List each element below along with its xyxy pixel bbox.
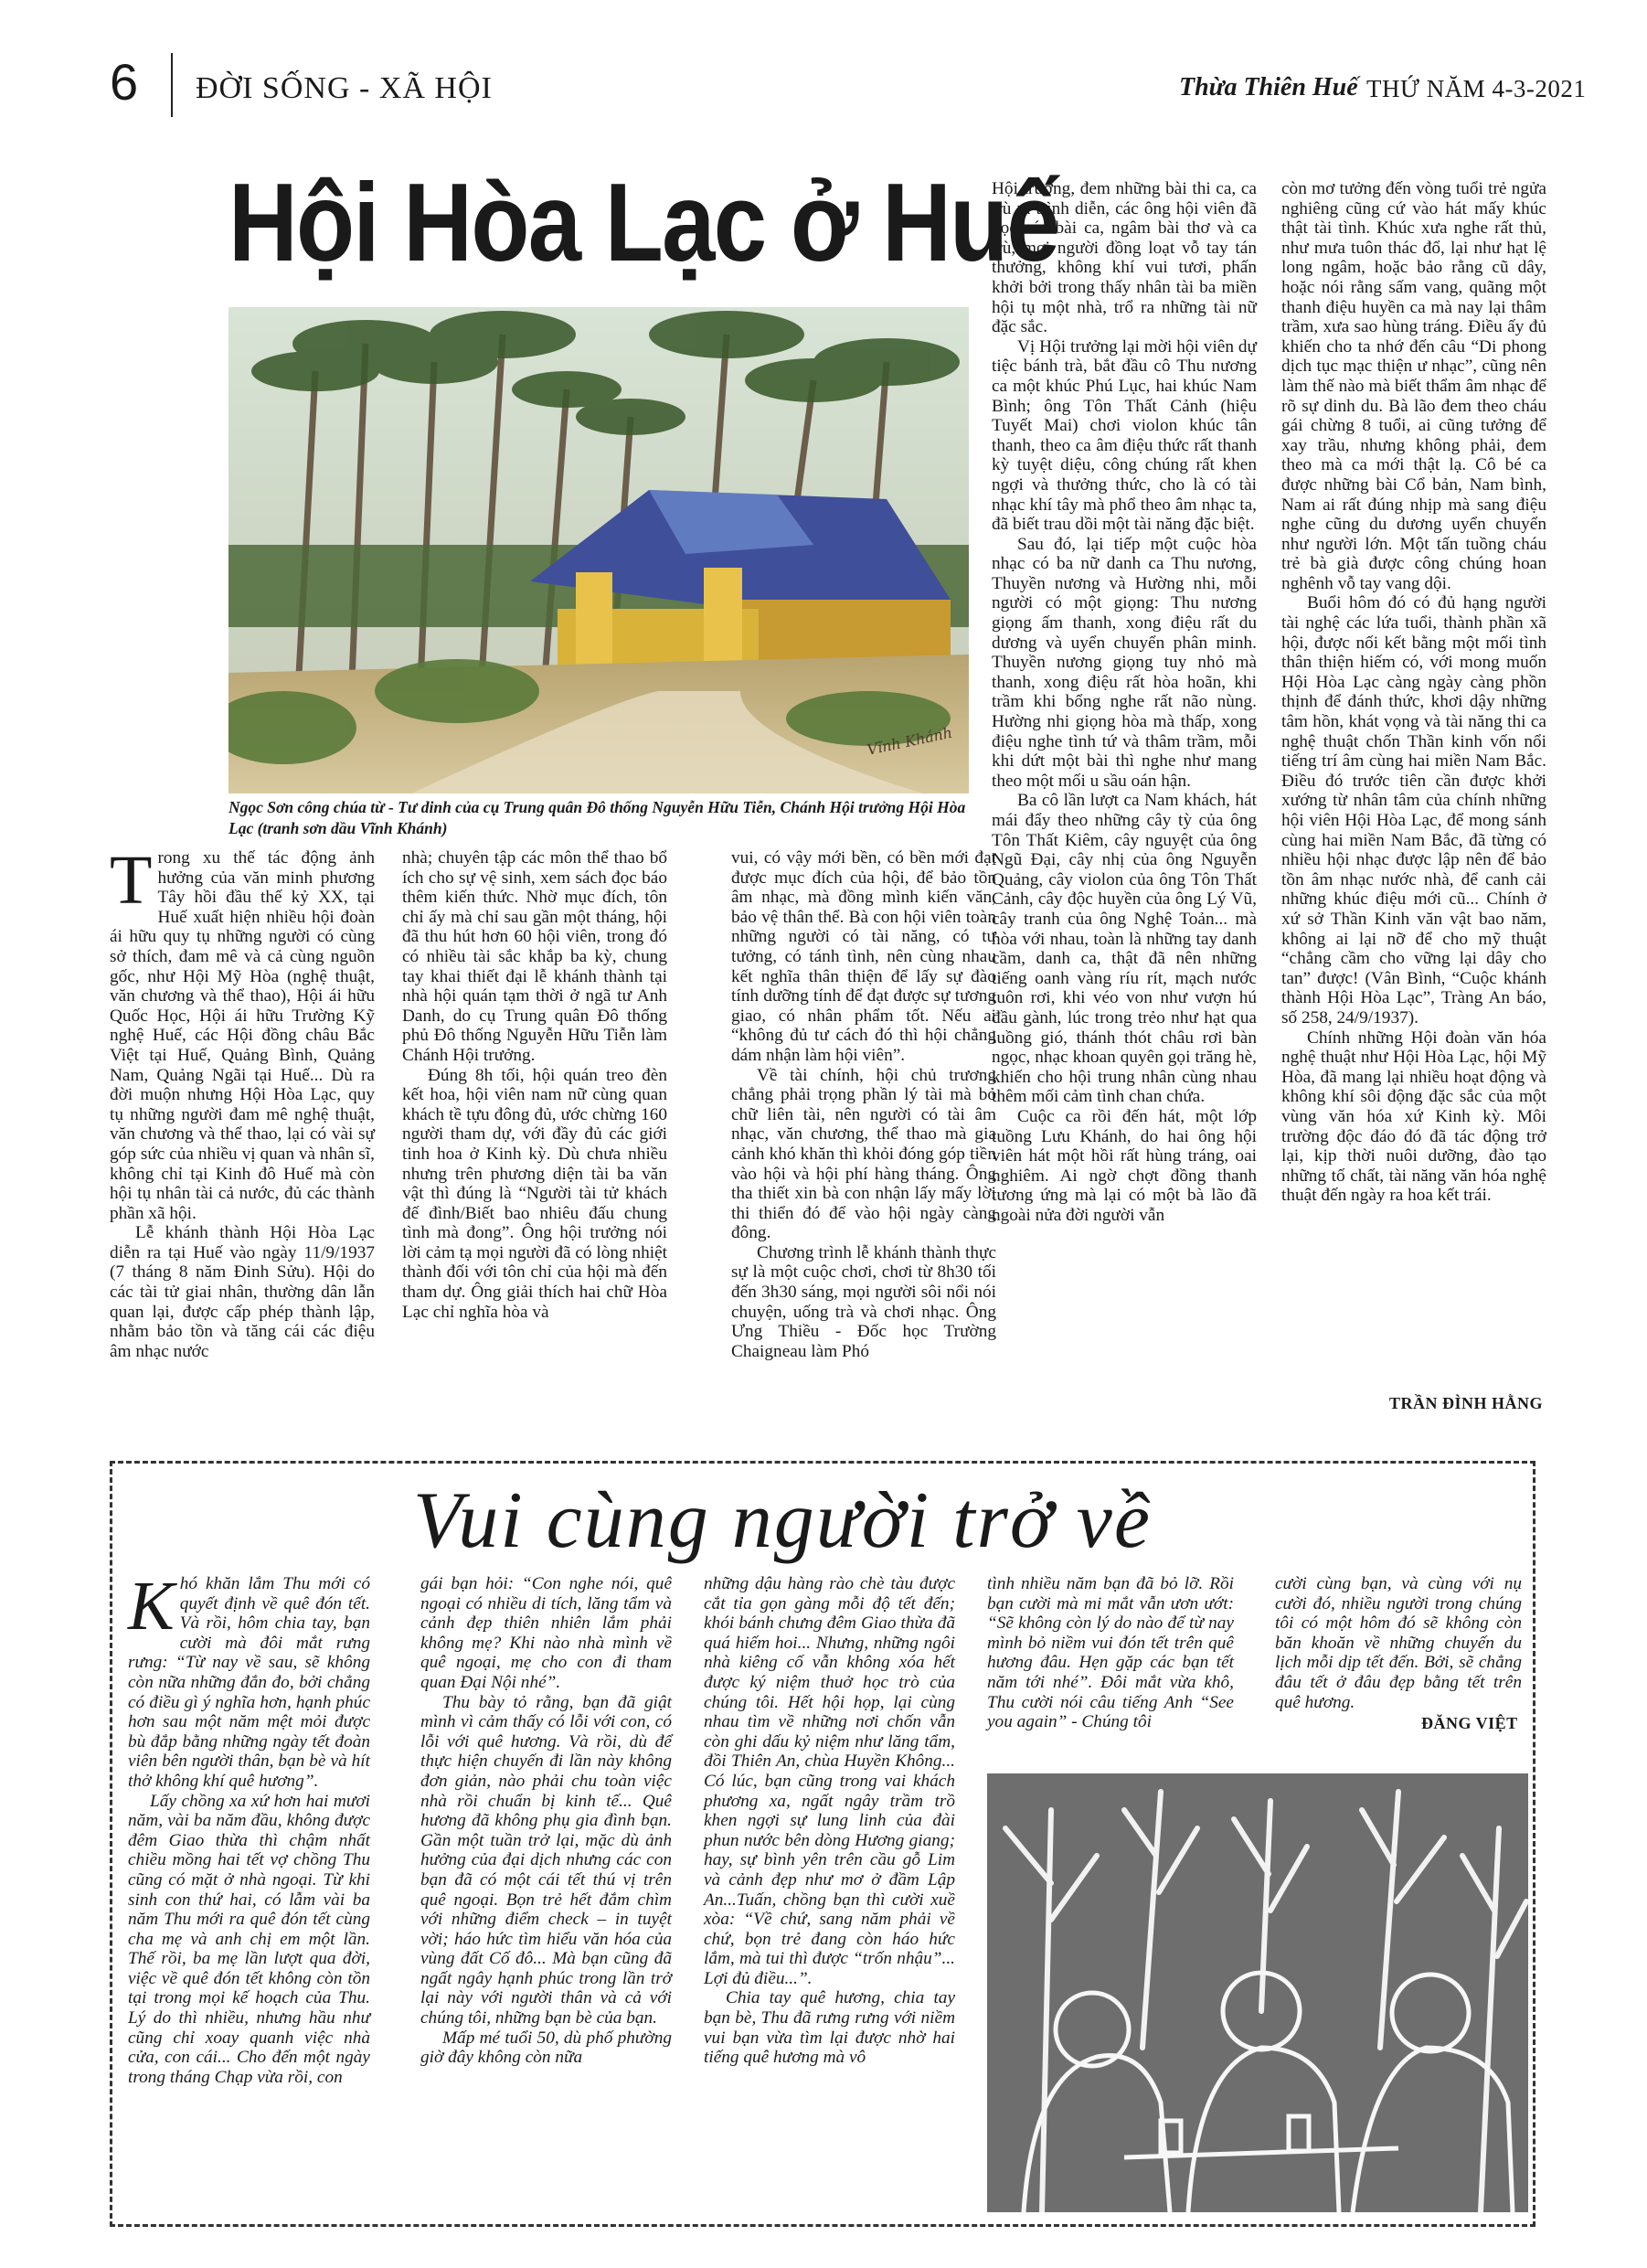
article-paragraph: Chính những Hội đoàn văn hóa nghệ thuật như Hội Hòa Lạc, hội Mỹ Hòa, đã mang lại nhiều hoạt động và không khí sôi động đặc sắc của một vùng văn hóa xứ Kinh kỳ. Môi trường độc đáo đó đã tác động trở lại, kịp thời nuôi dưỡng, đào tạo những tố chất, tài năng văn hóa nghệ thuật đến ngày ra hoa kết trái. xyxy=(1281,1028,1546,1206)
story-author: ĐĂNG VIỆT xyxy=(1421,1714,1518,1732)
article-paragraph: Sau đó, lại tiếp một cuộc hòa nhạc có ba nữ danh ca Thu nương, Thuyền nương và Hường nhi, mỗi người có một giọng: Thu nương giọng ấm thanh, xong điệu rất du dương và uyển chuyển phân minh. Thuyền nương giọng tuy nhỏ mà thanh, xong điệu rất hòa hoãn, khi trầm khi bổng nghe rất não nùng. Hường nhi giọng hòa mà thấp, xong điệu nghe tình tứ và thâm trầm, mỗi khi dứt một bài thì nghe như mang theo một mối u sầu oán hận. xyxy=(992,534,1257,791)
article-paragraph: còn mơ tưởng đến vòng tuổi trẻ ngửa nghiêng cũng cứ vào hát mấy khúc thật tài tình. Khúc xưa nghe rất thủ, như mưa tuôn thác đổ, lại như hạt lệ long ngâm, hoặc bảo rằng cũ dây, hoặc nói rằng sấm vang, quãng một thanh điệu huyền ca mà nay lại thâm trầm, xưa sao hùng tráng. Điều ấy đủ khiến cho ta nhớ đến câu “Di phong dịch tục mạc thiện ư nhạc”, cũng nên làm thế nào mà biết thẩm âm nhạc để rõ sự dinh du. Bà lão đem theo cháu gái chừng 8 tuổi, ai cũng tưởng để xay trầu, nhưng không phải, đem theo mà ca mới thật lạ. Cô bé ca được những bài Cổ bản, Nam bình, Nam ai rất đúng nhịp mà sang điệu nghe cũng du dương uyển chuyển như người lớn. Một tấn tuồng cháu trẻ bà già được công chúng hoan nghênh vỗ tay vang dội. xyxy=(1281,179,1546,593)
story-paragraph: Lấy chồng xa xứ hơn hai mươi năm, vài ba năm đầu, không được đêm Giao thừa thì chậm nhất chiều mồng hai tết vợ chồng Thu cũng có mặt ở nhà ngoại. Từ khi sinh con thứ hai, có lẫm vài ba năm Thu mới ra quê đón tết cùng cha mẹ và anh chị em một lần. Thế rồi, ba mẹ lần lượt qua đời, việc về quê đón tết không còn tồn tại trong mọi kế hoạch của Thu. Lý do thì nhiều, nhưng hầu như cũng chỉ xoay quanh việc nhà cửa, con cái... Cho đến một ngày trong tháng Chạp vừa rồi, con xyxy=(128,1791,370,2087)
section-title: ĐỜI SỐNG - XÃ HỘI xyxy=(196,71,493,105)
article-column-1 xyxy=(110,842,375,1361)
story-column-5 xyxy=(1275,1574,1522,1712)
story-paragraph: gái bạn hỏi: “Con nghe nói, quê ngoại có nhiều di tích, lăng tẩm và cảnh đẹp thiên nhiên lắm phải không mẹ? Khi nào nhà mình về quê ngoại, mẹ cho con đi tham quan Đại Nội nhé”. xyxy=(420,1574,672,1692)
header-divider xyxy=(171,53,173,117)
article-paragraph: Cuộc ca rồi đến hát, một lớp tuồng Lưu Khánh, do hai ông hội viên hát một hồi rất hùng tráng, oai nghiêm. Ai ngờ chợt đồng thanh tương ứng mà lại có một bà lão đã ngoài nửa đời người vẫn xyxy=(992,1106,1257,1225)
story-drop-cap: K xyxy=(128,1568,175,1645)
story-paragraph: Mấp mé tuổi 50, dù phố phường giờ đây không còn nữa xyxy=(420,2028,672,2068)
sketch-illustration xyxy=(987,1773,1528,2212)
image-caption: Ngọc Sơn công chúa từ - Tư dinh của cụ Trung quân Đô thống Nguyễn Hữu Tiễn, Chánh Hội trưởng Hội Hòa Lạc (tranh sơn dầu Vĩnh Khánh) xyxy=(228,798,966,837)
article-column-3 xyxy=(731,848,996,1361)
article-paragraph: Đúng 8h tối, hội quán treo đèn kết hoa, hội viên nam nữ cùng quan khách tề tựu đông đủ, ước chừng 160 người tham dự, với đầy đủ các giới tinh hoa ở Kinh kỳ. Dù chưa nhiều nhưng trên phương diện tài ba văn vật thì đúng là “Người tài tử khách đế đình/Biết bao nhiêu đấu chung tình mà đong”. Ông hội trưởng nói lời cảm tạ mọi người đã có lòng nhiệt thành đối với tôn chỉ của hội mà đến tham dự. Ông giải thích hai chữ Hòa Lạc chỉ nghĩa hòa và xyxy=(402,1065,668,1322)
article-column-4 xyxy=(992,179,1257,1225)
story-headline: Vui cùng người trở về xyxy=(413,1476,1152,1565)
article-paragraph: Buổi hôm đó có đủ hạng người tài nghệ các lứa tuổi, thành phần xã hội, được nối kết bằng một mối tình thân thiện hiếm có, với mong muốn Hội Hòa Lạc càng ngày càng phồn thịnh để đánh thức, khơi dậy những tâm hồn, khát vọng và tài năng thi ca nghệ thuật chốn Thần kinh vốn nổi tiếng trí âm cùng hai miền Nam Bắc. Điều đó trước tiên cần được khởi xướng từ nhân tâm của chính những hội viên Hội Hòa Lạc, để mong sánh cùng hai miền Nam Bắc, đã từng có nhiều hội nhạc được lập nên để bảo tồn âm nhạc nước nhà, để canh cải những khúc điệu mới cũ... Chính ở xứ sở Thần Kinh văn vật bao năm, không ai lại nỡ để cho mỹ thuật “chẳng cầm cho vững lại dây cho tan” được! (Vân Bình, “Cuộc khánh thành Hội Hòa Lạc”, Tràng An báo, số 258, 24/9/1937). xyxy=(1281,593,1546,1028)
painting-signature: Vĩnh Khánh xyxy=(865,723,954,759)
newspaper-name: Thừa Thiên Huế xyxy=(1179,73,1358,101)
drop-cap: T xyxy=(110,842,153,919)
article-paragraph: Chương trình lễ khánh thành thực sự là một cuộc chơi, chơi từ 8h30 tối đến 3h30 sáng, mọi người sôi nổi nói chuyện, uống trà và chơi nhạc. Ông Ưng Thiều - Đốc học Trường Chaigneau làm Phó xyxy=(731,1242,996,1361)
article-paragraph: Ba cô lần lượt ca Nam khách, hát mái đẩy theo những cây tỳ của ông Tôn Thất Kiêm, cây nguyệt của ông Ngũ Đại, cây nhị của ông Nguyễn Quảng, cây violon của ông Tôn Thất Cảnh, cây độc huyền của ông Lý Vũ, cây tranh của ông Nghệ Toản... mà hòa với nhau, toàn là những tay danh cầm, danh ca, thật đã nên những tiếng oanh vàng ríu rít, mạch nước tuôn rơi, khi véo von như vượn hú đầu gành, lúc trong trẻo như hạt qua luồng gió, thánh thót châu rơi bàn ngọc, nhạc khoan quyên gọi trăng hè, khiến cho hội trung nhân cùng nhau thêm mối cảm tình chan chứa. xyxy=(992,791,1257,1107)
article-paragraph: vui, có vậy mới bền, có bền mới đạt được mục đích của hội, để bảo tồn âm nhạc, mà đồng mình kiến văn, bảo vệ thân thể. Bà con hội viên toàn những người có tài năng, có tư tưởng, có tánh tình, nên cùng nhau kết nghĩa thân thiện để lấy sự đào tính dưỡng tính để đạt được sự tương giao, có nhân phẩm tốt. Nếu ai “không đủ tư cách đó thì hội chẳng dám nhận làm hội viên”. xyxy=(731,848,996,1065)
article-column-5 xyxy=(1281,179,1546,1206)
story-paragraph: tình nhiều năm bạn đã bỏ lỡ. Rồi bạn cười mà mi mắt vẫn ươn ướt: “Sẽ không còn lý do nào để từ nay mình bỏ niềm vui đón tết trên quê hương đâu. Hẹn gặp các bạn tết năm tới nhé”. Đôi mắt vừa khô, Thu cười nói câu tiếng Anh “See you again” - Chúng tôi xyxy=(987,1574,1234,1732)
story-paragraph: Chia tay quê hương, chia tay bạn bè, Thu đã rưng rưng với niềm vui bạn vừa tìm lại được nhờ hai tiếng quê hương mà vô xyxy=(704,1988,955,2068)
story-column-3 xyxy=(704,1574,955,2068)
issue-date: THỨ NĂM 4-3-2021 xyxy=(1366,75,1587,102)
story-paragraph: Thu bày tỏ rằng, bạn đã giật mình vì cảm thấy có lỗi với con, có lỗi với quê hương. Và rồi, dù để thực hiện chuyến đi lần này không đơn giản, nào phải chu toàn việc nhà rồi chuẩn bị kinh tế... Quê hương đã không phụ gia đình bạn. Gần một tuần trở lại, mặc dù ảnh hưởng của đại dịch nhưng các con bạn đã có một cái tết thú vị trên quê ngoại. Bọn trẻ hết đắm chìm với những điểm check – in tuyệt vời; háo hức tìm hiểu văn hóa của vùng đất Cố đô... Mà bạn cũng đã ngất ngây hạnh phúc trong lần trở lại này với người thân và cả với chúng tôi, những bạn bè của bạn. xyxy=(420,1692,672,2028)
sketch-background xyxy=(987,1773,1528,2212)
story-paragraph: những dậu hàng rào chè tàu được cắt tỉa gọn gàng mỗi độ tết đến; khói bánh chưng đêm Giao thừa đã quá hiếm hoi... Nhưng, những ngôi nhà kiêng cố vẫn không xóa hết được ký niệm thuở học trò của chúng tôi. Hết hội họp, lại cùng nhau tìm về những nơi chốn vẫn còn ghi dấu kỷ niệm như lăng tẩm, đồi Thiên An, chùa Huyền Không... Có lúc, bạn cũng trong vai khách phương xa, ngất ngây trầm trồ khen ngợi sự lung linh của đài phun nước bên dòng Hương giang; hay, sự bình yên trên cầu gỗ Lim và cảnh đẹp như mơ ở đầm Lập An...Tuấn, chồng bạn thì cười xuề xòa: “Về chứ, sang năm phải về chứ, bọn trẻ đang còn háo hức lắm, mà tui thì được “trốn nhậu”... Lợi đủ điều...”. xyxy=(704,1574,955,1988)
article-paragraph: Vị Hội trưởng lại mời hội viên dự tiệc bánh trà, bắt đầu cô Thu nương ca một khúc Phú Lục, hai khúc Nam Bình; ông Tôn Thất Cảnh (hiệu Tuyết Mai) chơi violon khúc tân thanh, theo ca âm điệu thức rất thanh kỳ tuyệt diệu, công chúng rất khen ngợi và thưởng thức, cho là có tài nhạc khí tây mà phổ theo âm nhạc ta, đã biết trau dồi một tài năng đặc biệt. xyxy=(992,336,1257,535)
oil-painting-illustration xyxy=(228,307,969,793)
story-column-1 xyxy=(128,1568,370,2087)
story-column-2 xyxy=(420,1574,672,2068)
article-paragraph: Về tài chính, hội chủ trương chẳng phải trọng phần lý tài mà bỏ chữ liên tài, nên người có tài âm nhạc, văn chương, thể thao mà gia cảnh khó khăn thì khỏi đóng góp tiền vào hội và hội phí hàng tháng. Ông tha thiết xin bà con nhận lấy mấy lời thi thiển đó để vào hội ngày càng đông. xyxy=(731,1065,996,1243)
article-headline: Hội Hòa Lạc ở Huế xyxy=(228,160,1059,284)
article-author: TRẦN ĐÌNH HẰNG xyxy=(1389,1394,1544,1412)
article-paragraph: rong xu thế tác động ảnh hưởng của văn minh phương Tây hồi đầu thế kỷ XX, tại Huế xuất hiện nhiều hội đoàn ái hữu quy tụ những người có cùng sở thích, đam mê và cả cùng nguồn gốc, như Hội Mỹ Hòa (nghệ thuật, văn chương và thể thao), Hội ái hữu Quốc Học, Hội ái hữu Trường Kỹ nghệ Huế, các Hội đồng châu Bắc Việt tại Huế, Quảng Bình, Quảng Nam, Quảng Ngãi tại Huế... Dù ra đời muộn nhưng Hội Hòa Lạc, quy tụ những người đam mê nghệ thuật, văn chương và thể thao, lại có vài sự góp sức của nhiều vị quan và nhân sĩ, không chỉ tại Kinh đô Huế mà còn hội tụ nhân tài cả nước, đủ các thành phần xã hội. xyxy=(110,848,375,1223)
page-number: 6 xyxy=(110,53,139,111)
article-paragraph: Hội trưởng, đem những bài thi ca, ca trù ra trình diễn, các ông hội viên đã đọc các bài ca, ngâm bài thơ và ca trù, mọi người đồng loạt vỗ tay tán thưởng, không khí vui tươi, phấn khởi bởi trong thấy nhân tài ba miền hội tụ một nhà, trổ ra những tài nữ đặc sắc. xyxy=(992,179,1257,337)
page-header xyxy=(0,0,1647,128)
article-paragraph: Lễ khánh thành Hội Hòa Lạc diễn ra tại Huế vào ngày 11/9/1937 (7 tháng 8 năm Đinh Sửu). Hội do các tài tử giai nhân, thường dân lẫn quan lại, được cấp phép thành lập, nhằm bảo tồn và tăng cái các điệu âm nhạc nước xyxy=(110,1223,375,1361)
story-paragraph: cười cùng bạn, và cùng với nụ cười đó, nhiều người trong chúng tôi có một hôm đó sẽ không còn băn khoăn về những chuyến du lịch mỗi dịp tết đến. Bởi, sẽ chẳng đâu tết ở đâu đẹp bằng tết trên quê hương. xyxy=(1275,1574,1522,1712)
story-paragraph: hó khăn lắm Thu mới có quyết định về quê đón tết. Và rồi, hôm chia tay, bạn cười mà đôi mắt rưng rưng: “Từ nay về sau, sẽ không còn nữa những đắn đo, bởi chẳng có điều gì ý nghĩa hơn, hạnh phúc hơn sau một năm mệt mỏi được bù đắp bằng những ngày tết đoàn viên bên người thân, bạn bè và hít thở không khí quê hương”. xyxy=(128,1574,370,1791)
article-paragraph: nhà; chuyên tập các môn thể thao bổ ích cho sự vệ sinh, xem sách đọc báo thêm kiến thức. Nhờ mục đích, tôn chỉ ấy mà chỉ sau gần một tháng, hội đã thu hút hơn 60 hội viên, trong đó có nhiều tài sắc khắp ba kỳ, chung tay khai thiết đại lễ khánh thành tại nhà hội quán tạm thời ở ngã tư Anh Danh, do cụ Trung quân Đô thống phủ Đô thống Nguyễn Hữu Tiễn làm Chánh Hội trưởng. xyxy=(402,848,667,1065)
article-column-2 xyxy=(402,848,667,1322)
story-column-4 xyxy=(987,1574,1234,1732)
